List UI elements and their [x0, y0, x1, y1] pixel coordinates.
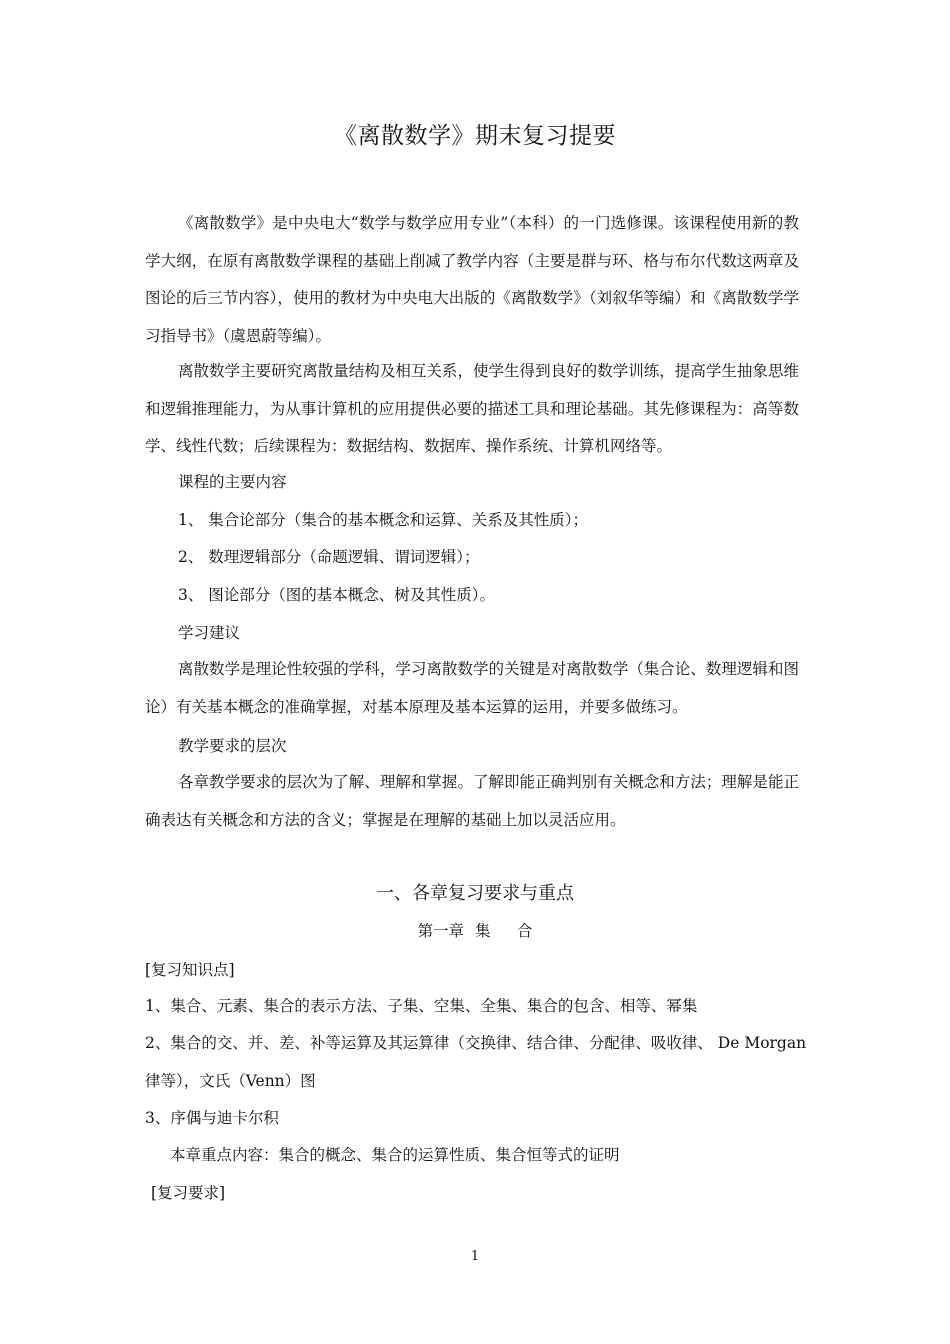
content-item-1: 1、 集合论部分（集合的基本概念和运算、关系及其性质）； — [178, 511, 589, 529]
document-title: 《离散数学》期末复习提要 — [334, 123, 616, 149]
knowledge-heading: [复习知识点] — [145, 961, 235, 979]
levels-paragraph: 各章教学要求的层次为了解、理解和掌握。了解即能正确判别有关概念和方法；理解是能正确表达有关概念和方法的含义；掌握是在理解的基础上加以灵活应用。 — [145, 773, 799, 829]
content-item-2: 2、 数理逻辑部分（命题逻辑、谓词逻辑）； — [178, 548, 480, 566]
levels-heading: 教学要求的层次 — [178, 737, 287, 755]
intro-paragraph: 《离散数学》是中央电大“数学与数学应用专业”（本科）的一门选修课。该课程使用新的教学大纲，在原有离散数学课程的基础上削减了教学内容（主要是群与环、格与布尔代数这两章及图论的后三节内容），使用的教材为中央电大出版的《离散数学》（刘叙华等编）和《离散数学学习指导书》（虞恩蔚等编）。 — [145, 214, 799, 345]
section-title: 一、各章复习要求与重点 — [376, 883, 574, 904]
knowledge-item-2: 2、集合的交、并、差、补等运算及其运算律（交换律、结合律、分配律、吸收律、 De Morgan — [145, 1034, 807, 1052]
study-advice-heading: 学习建议 — [178, 624, 241, 642]
requirements-heading: [复习要求] — [151, 1184, 226, 1202]
chapter-title: 第一章 集 合 — [417, 922, 533, 940]
description-paragraph: 离散数学主要研究离散量结构及相互关系，使学生得到良好的数学训练，提高学生抽象思维和逻辑推理能力，为从事计算机的应用提供必要的描述工具和理论基础。其先修课程为：高等数学、线性代数；后续课程为：数据结构、数据库、操作系统、计算机网络等。 — [145, 362, 799, 455]
chapter-focus: 本章重点内容：集合的概念、集合的运算性质、集合恒等式的证明 — [170, 1146, 620, 1164]
page-number: 1 — [470, 1249, 480, 1264]
main-content-heading: 课程的主要内容 — [178, 473, 287, 491]
knowledge-item-1: 1、集合、元素、集合的表示方法、子集、空集、全集、集合的包含、相等、幂集 — [145, 997, 698, 1015]
knowledge-item-2-continued: 律等），文氏（Venn）图 — [145, 1072, 316, 1090]
content-item-3: 3、 图论部分（图的基本概念、树及其性质）。 — [178, 586, 496, 604]
knowledge-item-3: 3、序偶与迪卡尔积 — [145, 1109, 279, 1127]
study-advice-paragraph: 离散数学是理论性较强的学科，学习离散数学的关键是对离散数学（集合论、数理逻辑和图论）有关基本概念的准确掌握，对基本原理及基本运算的运用，并要多做练习。 — [145, 660, 799, 716]
